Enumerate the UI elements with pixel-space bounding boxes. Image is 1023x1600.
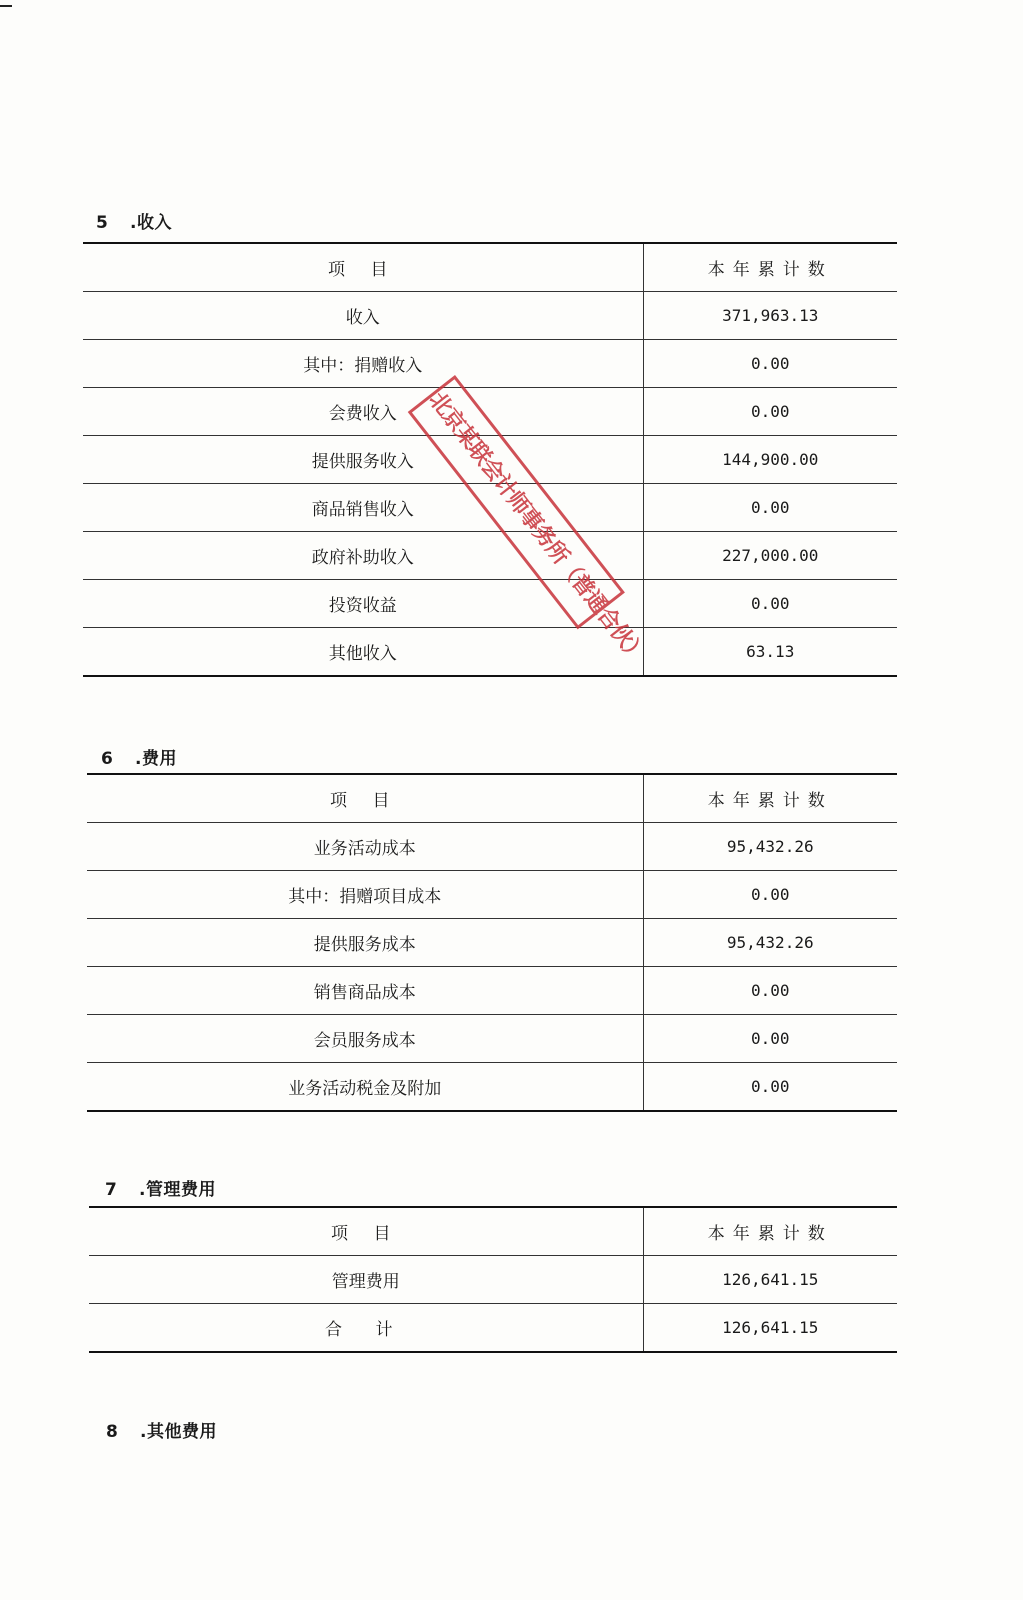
row-value: 126,641.15: [643, 1256, 897, 1304]
table-row: [87, 823, 897, 871]
row-item: 业务活动税金及附加: [87, 1063, 643, 1112]
section-title-income: [96, 208, 172, 233]
row-item: 会费收入: [83, 388, 643, 436]
row-item: 提供服务成本: [87, 919, 643, 967]
row-item: 会员服务成本: [87, 1015, 643, 1063]
table-row: [83, 340, 897, 388]
table-row: [87, 967, 897, 1015]
section-title-management-expenses: [105, 1175, 216, 1200]
table-row: [87, 1063, 897, 1112]
row-value: 0.00: [643, 388, 897, 436]
table-header-row: [83, 243, 897, 292]
section-number: 8: [106, 1422, 119, 1442]
row-value: 63.13: [643, 628, 897, 677]
row-item: 管理费用: [89, 1256, 643, 1304]
section-title-other-expenses: [106, 1417, 217, 1442]
row-value: 0.00: [643, 580, 897, 628]
row-value: 0.00: [643, 871, 897, 919]
section-number: 5: [96, 213, 109, 233]
row-value: 227,000.00: [643, 532, 897, 580]
section-title-expenses: [101, 744, 177, 769]
row-item: 业务活动成本: [87, 823, 643, 871]
section-label: .费用: [135, 749, 177, 769]
row-item: 其他收入: [83, 628, 643, 677]
section-number: 6: [101, 749, 114, 769]
table-row: [89, 1304, 897, 1353]
row-value: 95,432.26: [643, 919, 897, 967]
header-value: 本年累计数: [643, 1207, 897, 1256]
expenses-table: [87, 773, 897, 1112]
row-value: 0.00: [643, 1015, 897, 1063]
row-value: 126,641.15: [643, 1304, 897, 1353]
row-item: 收入: [83, 292, 643, 340]
row-value: 0.00: [643, 967, 897, 1015]
row-item: 政府补助收入: [83, 532, 643, 580]
header-item: 项 目: [83, 243, 643, 292]
header-item: 项 目: [89, 1207, 643, 1256]
section-label: .收入: [130, 213, 172, 233]
row-item: 商品销售收入: [83, 484, 643, 532]
row-item: 销售商品成本: [87, 967, 643, 1015]
row-value: 0.00: [643, 484, 897, 532]
row-value: 0.00: [643, 340, 897, 388]
row-value: 371,963.13: [643, 292, 897, 340]
table-row: [83, 580, 897, 628]
table-row: [87, 1015, 897, 1063]
table-row: [89, 1256, 897, 1304]
header-value: 本年累计数: [643, 243, 897, 292]
management-expenses-table: [89, 1206, 897, 1353]
row-value: 95,432.26: [643, 823, 897, 871]
row-item: 提供服务收入: [83, 436, 643, 484]
row-value: 0.00: [643, 1063, 897, 1112]
table-header-row: [89, 1207, 897, 1256]
table-row: [87, 871, 897, 919]
section-label: .其他费用: [140, 1422, 217, 1442]
row-item: 投资收益: [83, 580, 643, 628]
table-row: [83, 532, 897, 580]
table-row: [83, 292, 897, 340]
header-item: 项 目: [87, 774, 643, 823]
section-number: 7: [105, 1180, 118, 1200]
row-item: 其中：捐赠收入: [83, 340, 643, 388]
table-row: [83, 628, 897, 677]
auditor-seal-stamp: 北京某联会计师事务所（普通合伙）: [408, 375, 625, 629]
header-value: 本年累计数: [643, 774, 897, 823]
row-item: 其中：捐赠项目成本: [87, 871, 643, 919]
corner-mark: [0, 5, 12, 7]
row-value: 144,900.00: [643, 436, 897, 484]
row-item: 合 计: [89, 1304, 643, 1353]
section-label: .管理费用: [139, 1180, 216, 1200]
table-row: [87, 919, 897, 967]
table-header-row: [87, 774, 897, 823]
